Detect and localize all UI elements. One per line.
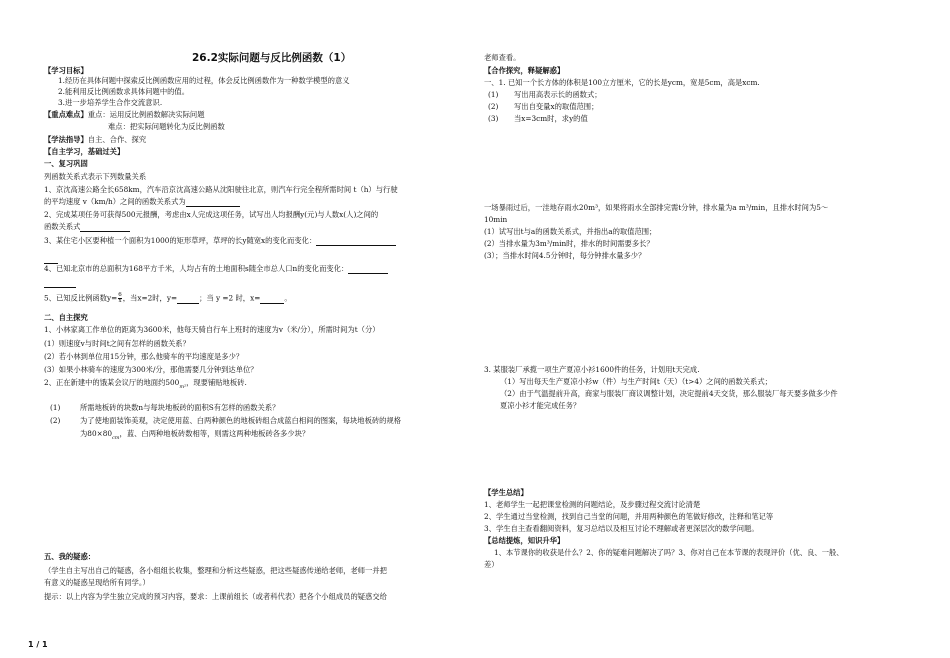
- q5-text: 5、已知反比例函数y=: [44, 293, 118, 303]
- explore-q1-part3: (3）如果小林骑车的速度为300米/分，那他需要几分钟到达单位？: [44, 365, 258, 374]
- explore-q2: [44, 378, 247, 392]
- coop-q2-part1: (1）试写出t与a的函数关系式，并指出a的取值范围；: [484, 227, 657, 236]
- coop-q1-part2: 写出自变量x的取值范围；: [514, 102, 599, 111]
- q3-line: [44, 236, 396, 246]
- page-number: 1 / 1: [28, 640, 48, 649]
- q5-fraction: [118, 293, 122, 304]
- explore-q2-unit: m²: [179, 384, 187, 390]
- doubt-line-1: （学生自主写出自己的疑惑，各小组组长收集，整理和分析这些疑惑，把这些疑惑传递给老师，老师一并把: [44, 566, 387, 575]
- q1-text: 的平均速度 v（km/h）之间的函数关系式为: [44, 197, 186, 206]
- summary-heading: 【学生总结】: [484, 488, 528, 497]
- coop-q2-line-a: 一场暴雨过后，一洼地存雨水20m³，如果将雨水全部排完需t分钟，排水量为a m³/min，且排水时间为5～: [484, 203, 829, 212]
- explore-q2-part1-number: (1): [50, 403, 61, 412]
- selfstudy-heading: 【自主学习，基础过关】: [44, 147, 125, 156]
- summary-3: 3、学生自主查看翻阅资料，复习总结以及相互讨论不理解或者更深层次的数学问题。: [484, 524, 759, 533]
- q5-numerator: 6: [118, 292, 122, 298]
- q1-line-b: [44, 197, 240, 207]
- summary-1: 1、老师学生一起把课堂检测的问题结论，及步骤过程交流讨论清楚: [484, 500, 701, 509]
- explore-q2-part1: 所需地板砖的块数n与每块地板砖的面积S有怎样的函数关系？: [80, 403, 280, 412]
- coop-q1-part3: 当x=3cm时，求y的值: [514, 114, 588, 123]
- doubt-line-2: 有意义的疑惑呈现给所有同学。）: [44, 578, 150, 587]
- explore-q1-part1: (1）则速度v与时间t之间有怎样的函数关系？: [44, 339, 190, 348]
- keypoints-main: 重点：运用反比例函数解决实际问题: [87, 110, 205, 119]
- q4-line: [44, 264, 388, 274]
- reflect-line-1: 1、本节课你的收获是什么？2、你的疑难问题解决了吗？3、你对自己在本节课的表现评价（优、良、一般、: [494, 548, 844, 557]
- q3-answer-blank-continued[interactable]: [44, 256, 58, 264]
- objective-1: 1.经历在具体问题中探索反比例函数应用的过程，体会反比例函数作为一种数学模型的意义: [58, 76, 350, 85]
- summary-2: 2、学生通过当堂检测，找到自己当堂的问题，并用两种颜色的笔做好修改，注释和笔记等: [484, 512, 774, 521]
- coop-q3-part1: （1）写出每天生产夏凉小衫w（件）与生产时间t（天）（t>4）之间的函数关系式；: [500, 377, 772, 386]
- explore-q2-part2-end: ，蓝、白两种地板砖数相等，则需这两种地板砖各多少块？: [119, 429, 310, 438]
- method-heading: 【学法指导】: [44, 135, 88, 144]
- explore-q1: 1、小林家离工作单位的距离为3600米，他每天骑自行车上班时的速度为v（米/分），所需时间为t（分）: [44, 325, 380, 334]
- page-title: 26.2实际问题与反比例函数（1）: [192, 52, 352, 64]
- coop-q2-part3: (3）；当排水时间4.5分钟时，每分钟排水量多少？: [484, 251, 646, 260]
- doubt-heading: 五、我的疑惑：: [44, 552, 96, 561]
- objectives-heading: 【学习目标】: [44, 66, 88, 75]
- coop-q1-part3-number: (3): [488, 114, 499, 123]
- q5-line: [44, 293, 292, 304]
- continued-text: 老师查看。: [484, 53, 521, 62]
- q5-end: 。: [284, 293, 292, 303]
- q2-line-b: [44, 222, 130, 232]
- keypoints-difficulty: 难点：把实际问题转化为反比例函数: [108, 122, 225, 131]
- coop-q2-line-b: 10min: [484, 215, 508, 224]
- coop-heading: 【合作探究，释疑解惑】: [484, 66, 565, 75]
- q5-condition-2: ；当 y =2 时，x=: [199, 293, 261, 303]
- q3-text: 3、某住宅小区要种植一个面积为1000的矩形草坪，草坪的长y随宽x的变化而变化：: [44, 236, 317, 245]
- coop-q3-part2-line-b: 夏凉小衫才能完成任务？: [500, 401, 581, 410]
- q2-line-a: 2、完成某项任务可获得500元报酬，考虑由x人完成这项任务，试写出人均报酬y(元)与人数x(人)之间的: [44, 210, 379, 219]
- coop-q1: 一、1. 已知一个长方体的体积是100立方厘米，它的长是ycm，宽是5cm，高是xcm.: [484, 78, 760, 87]
- reflect-heading: 【总结提炼，知识升华】: [484, 536, 565, 545]
- explore-q2-end: ，现要铺贴地板砖.: [186, 378, 247, 387]
- q4-text: 4、已知北京市的总面积为168平方千米，人均占有的土地面积s随全市总人口n的变化而变化：: [44, 264, 349, 273]
- q2-answer-blank[interactable]: [80, 224, 130, 232]
- objective-3: 3.进一步培养学生合作交流意识.: [58, 98, 163, 107]
- reflect-line-2: 差）: [484, 560, 499, 569]
- coop-q1-part1: 写出用高表示长的函数式；: [514, 90, 602, 99]
- review-intro: 列函数关系式表示下列数量关系: [44, 172, 147, 181]
- explore-q1-part2: (2）若小林到单位用15分钟，那么他骑车的平均速度是多少？: [44, 352, 244, 361]
- explore-q2-text: 2、正在新建中的饿某会议厅的地面约500: [44, 378, 180, 387]
- q1-line-a: 1、京沈高速公路全长658km，汽车沿京沈高速公路从沈阳驶往北京，则汽车行完全程所需时间 t（h）与行驶: [44, 185, 398, 194]
- q3-answer-blank[interactable]: [316, 238, 396, 246]
- q5-denominator: x: [118, 298, 122, 304]
- coop-q2-part2: (2）当排水量为3m³/min时，排水的时间需要多长？: [484, 239, 654, 248]
- q4-answer-blank[interactable]: [348, 266, 388, 274]
- q5-answer-blank-y[interactable]: [177, 296, 199, 304]
- explore-q2-part2-line-b: [80, 429, 309, 443]
- explore-q2-part2-unit: cm: [111, 435, 120, 441]
- review-heading: 一、复习巩固: [44, 159, 88, 168]
- explore-heading: 二、自主探究: [44, 313, 88, 322]
- method-line: [44, 135, 146, 145]
- method-text: 自主、合作、探究: [87, 135, 147, 144]
- q5-condition-1: ，当x=2时，y=: [122, 293, 178, 303]
- q5-answer-blank-x[interactable]: [260, 296, 284, 304]
- coop-q1-part1-number: (1): [488, 90, 499, 99]
- doubt-line-3: 提示：以上内容为学生独立完成的预习内容，要求：上课前组长（或者科代表）把各个小组成员的疑惑交给: [44, 592, 387, 601]
- q1-answer-blank[interactable]: [186, 199, 240, 207]
- keypoints-line-1: [44, 110, 205, 120]
- coop-q1-part2-number: (2): [488, 102, 499, 111]
- objective-2: 2.能利用反比例函数求具体问题中的值。: [58, 87, 190, 96]
- q4-answer-blank-continued[interactable]: [44, 280, 76, 288]
- explore-q2-part2-size: 为80×80: [80, 429, 112, 438]
- explore-q2-part2-number: (2): [50, 416, 61, 425]
- coop-q3: 3. 某服装厂承揽一项生产夏凉小衫1600件的任务，计划用t天完成.: [484, 365, 700, 374]
- explore-q2-part2-line-a: 为了使地面装饰美观，决定使用蓝、白两种颜色的地板砖组合成蓝白相间的图案，每块地板砖的规格: [80, 416, 402, 425]
- coop-q3-part2-line-a: （2）由于气温提前升高，商家与服装厂商议调整计划，决定提前4天交货，那么服装厂每天要多做多少件: [500, 389, 838, 398]
- q2-text: 函数关系式: [44, 222, 81, 231]
- keypoints-heading: 【重点难点】: [44, 110, 88, 119]
